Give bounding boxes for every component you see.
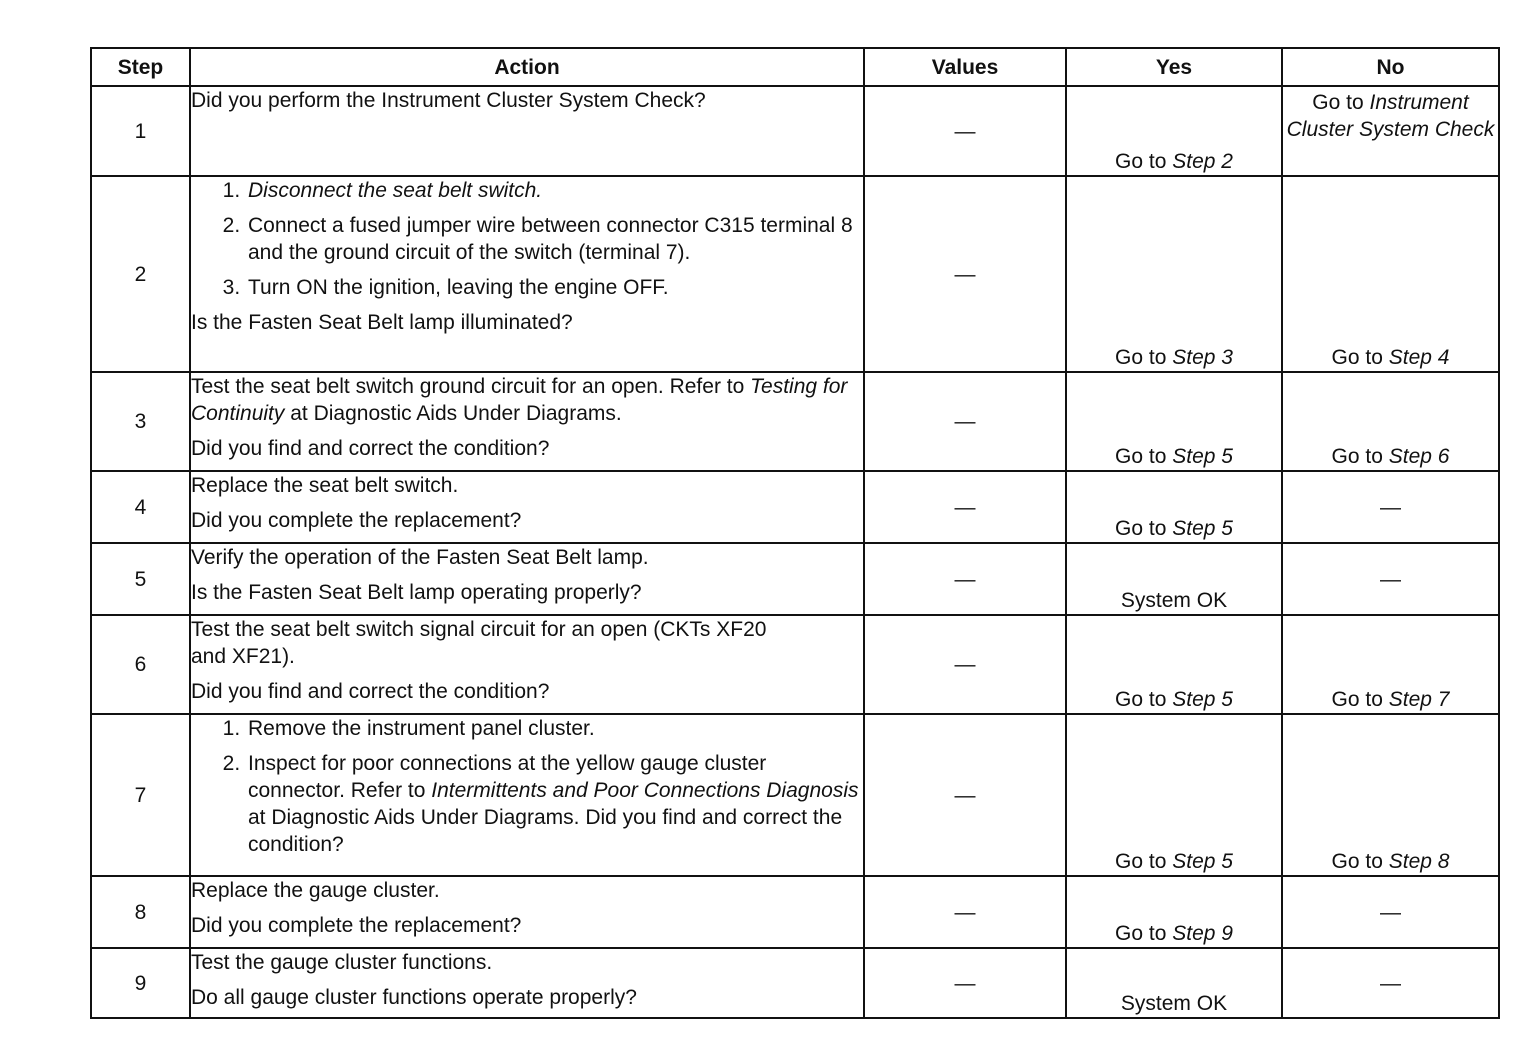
yes-prefix: Go to	[1115, 517, 1173, 540]
reference-link: Testing for Continuity	[191, 375, 848, 425]
question-text: Do all gauge cluster functions operate properly?	[191, 986, 637, 1009]
no-cell: —	[1282, 471, 1499, 543]
no-prefix: Go to	[1331, 688, 1389, 711]
no-target: Step 4	[1388, 346, 1450, 369]
table-row	[91, 543, 1499, 615]
no-target: Instrument Cluster System Check	[1286, 91, 1495, 141]
step-number: 8	[91, 876, 190, 948]
question-text: Did you find and correct the condition?	[191, 437, 550, 460]
value-cell: —	[864, 876, 1066, 948]
no-prefix: Go to	[1331, 850, 1389, 873]
value-cell: —	[864, 615, 1066, 714]
table-row	[91, 615, 1499, 714]
list-item	[246, 177, 863, 204]
header-yes: Yes	[1066, 48, 1282, 86]
yes-target: Step 9	[1172, 922, 1233, 945]
yes-prefix: Go to	[1115, 150, 1173, 173]
question-text: Is the Fasten Seat Belt lamp illuminated?	[191, 311, 573, 334]
value-cell: —	[864, 176, 1066, 372]
yes-cell	[1066, 714, 1282, 876]
yes-prefix: Go to	[1115, 346, 1173, 369]
action-cell	[190, 372, 864, 471]
no-target: Step 6	[1388, 445, 1450, 468]
yes-target: Step 5	[1172, 688, 1233, 711]
question-text: Did you complete the replacement?	[191, 914, 522, 937]
step-number: 1	[91, 86, 190, 176]
yes-cell: System OK	[1066, 543, 1282, 615]
yes-target: Step 3	[1172, 346, 1233, 369]
action-text	[191, 373, 863, 427]
table-row	[91, 714, 1499, 876]
action-cell	[190, 176, 864, 372]
no-cell	[1282, 714, 1499, 876]
diagnostic-table	[90, 47, 1500, 1019]
no-target: Step 8	[1388, 850, 1450, 873]
no-prefix: Go to	[1331, 445, 1389, 468]
list-item-text: Disconnect the seat belt switch.	[248, 179, 543, 202]
step-number: 5	[91, 543, 190, 615]
question-text: Is the Fasten Seat Belt lamp operating properly?	[191, 581, 642, 604]
question-text: Did you complete the replacement?	[191, 509, 522, 532]
action-text: Replace the seat belt switch.	[191, 474, 459, 497]
step-number: 4	[91, 471, 190, 543]
value-cell: —	[864, 86, 1066, 176]
yes-target: Step 5	[1172, 850, 1233, 873]
yes-prefix: Go to	[1115, 850, 1173, 873]
step-number: 9	[91, 948, 190, 1018]
value-cell: —	[864, 714, 1066, 876]
yes-cell	[1066, 86, 1282, 176]
table-row	[91, 176, 1499, 372]
list-item: 1. Remove the instrument panel cluster.	[246, 715, 863, 742]
list-item	[246, 750, 863, 858]
yes-cell	[1066, 876, 1282, 948]
yes-prefix: Go to	[1115, 922, 1173, 945]
no-cell	[1282, 176, 1499, 372]
action-text: Did you perform the Instrument Cluster System Check?	[191, 89, 706, 112]
yes-target: Step 5	[1172, 445, 1233, 468]
step-number: 3	[91, 372, 190, 471]
header-no: No	[1282, 48, 1499, 86]
yes-cell	[1066, 615, 1282, 714]
action-text: Test the seat belt switch signal circuit for an open (CKTs XF20 and XF21).	[191, 618, 767, 668]
yes-target: Step 5	[1172, 517, 1233, 540]
value-cell: —	[864, 372, 1066, 471]
no-target: Step 7	[1388, 688, 1450, 711]
no-cell	[1282, 372, 1499, 471]
no-cell	[1282, 615, 1499, 714]
action-cell	[190, 615, 864, 714]
value-cell: —	[864, 543, 1066, 615]
action-steps-list	[191, 715, 863, 858]
table-row	[91, 86, 1499, 176]
header-values: Values	[864, 48, 1066, 86]
yes-prefix: Go to	[1115, 445, 1173, 468]
yes-cell	[1066, 471, 1282, 543]
table-row	[91, 948, 1499, 1018]
action-cell	[190, 948, 864, 1018]
yes-cell	[1066, 176, 1282, 372]
list-item: 3. Turn ON the ignition, leaving the engine OFF.	[246, 274, 863, 301]
action-text: Test the gauge cluster functions.	[191, 951, 493, 974]
list-item: 2. Connect a fused jumper wire between connector C315 terminal 8 and the ground circuit of the switch (terminal 7).	[246, 212, 863, 266]
no-prefix: Go to	[1331, 346, 1389, 369]
value-cell: —	[864, 471, 1066, 543]
header-action: Action	[190, 48, 864, 86]
value-cell: —	[864, 948, 1066, 1018]
yes-prefix: Go to	[1115, 688, 1173, 711]
action-cell	[190, 543, 864, 615]
no-cell: —	[1282, 543, 1499, 615]
action-cell	[190, 876, 864, 948]
step-number: 2	[91, 176, 190, 372]
table-row	[91, 471, 1499, 543]
action-text: Replace the gauge cluster.	[191, 879, 440, 902]
action-cell	[190, 471, 864, 543]
no-cell: —	[1282, 876, 1499, 948]
yes-cell	[1066, 372, 1282, 471]
list-item-text: at Diagnostic Aids Under Diagrams. Did you find and correct the condition?	[248, 806, 843, 856]
table-row	[91, 876, 1499, 948]
header-row	[91, 48, 1499, 86]
no-cell: —	[1282, 948, 1499, 1018]
action-text: Verify the operation of the Fasten Seat Belt lamp.	[191, 546, 649, 569]
action-text-part: Test the seat belt switch ground circuit for an open. Refer to	[191, 375, 751, 398]
action-steps-list	[191, 177, 863, 301]
action-text-part: at Diagnostic Aids Under Diagrams.	[284, 402, 622, 425]
no-prefix: Go to	[1312, 91, 1370, 114]
header-step: Step	[91, 48, 190, 86]
step-number: 7	[91, 714, 190, 876]
yes-cell: System OK	[1066, 948, 1282, 1018]
reference-link: Intermittents and Poor Connections Diagnosis	[431, 779, 859, 802]
action-cell	[190, 714, 864, 876]
step-number: 6	[91, 615, 190, 714]
list-item-text: Inspect for poor connections at the yellow gauge cluster connector. Refer to	[248, 752, 767, 802]
action-cell	[190, 86, 864, 176]
no-cell	[1282, 86, 1499, 176]
yes-target: Step 2	[1172, 150, 1233, 173]
question-text: Did you find and correct the condition?	[191, 680, 550, 703]
table-row	[91, 372, 1499, 471]
